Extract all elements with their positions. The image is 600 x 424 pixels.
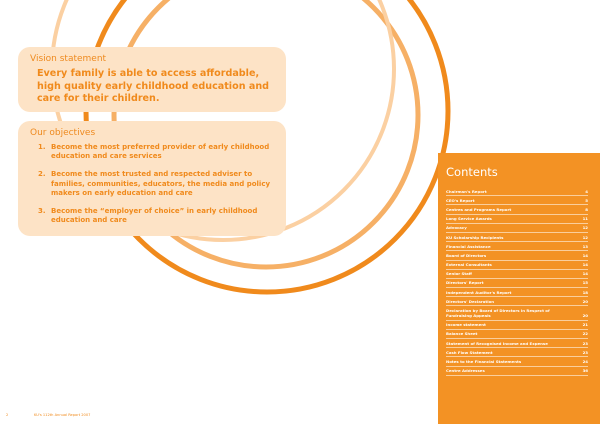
- page-number: 2: [6, 413, 9, 417]
- toc-entry-title: Statement of Recognised Income and Expense: [446, 340, 548, 346]
- toc-entry[interactable]: [446, 270, 588, 279]
- objective-text: Become the most preferred provider of early childhood education and care services: [51, 143, 270, 161]
- objective-text: Become the “employer of choice” in early childhood education and care: [51, 206, 258, 225]
- objectives-list: [38, 143, 283, 234]
- footer-text: KU's 112th Annual Report 2007: [34, 413, 91, 417]
- objective-number: 2.: [38, 170, 46, 179]
- toc-entry-page: 21: [582, 322, 588, 328]
- toc-entry-page: 22: [582, 331, 588, 337]
- toc-entry-page: 12: [582, 225, 588, 231]
- toc-entry-title: Directors' Declaration: [446, 298, 495, 304]
- objective-text: Become the most trusted and respected adviser to families, communities, educators, the media and policy makers on early education and care: [51, 170, 271, 198]
- toc-entry[interactable]: [446, 251, 588, 260]
- table-of-contents: [446, 187, 588, 376]
- toc-entry-page: 15: [582, 280, 588, 286]
- objective-number: 3.: [38, 206, 46, 215]
- objective-item: [38, 143, 283, 162]
- toc-entry-title: Income statement: [446, 322, 486, 328]
- toc-entry-title: Centres and Programs Report: [446, 206, 512, 212]
- vision-text: Every family is able to access affordable, high quality early childhood education and care for their children.: [37, 68, 270, 105]
- vision-statement-panel: [18, 47, 286, 112]
- toc-entry-page: 4: [585, 188, 588, 194]
- toc-entry-page: 23: [582, 340, 588, 346]
- toc-entry-page: 5: [585, 197, 588, 203]
- toc-entry-page: 8: [585, 206, 588, 212]
- toc-entry[interactable]: [446, 339, 588, 348]
- toc-entry-title: Cash Flow Statement: [446, 349, 493, 355]
- toc-entry-title: Notes to the Financial Statements: [446, 358, 522, 364]
- toc-entry[interactable]: [446, 348, 588, 357]
- toc-entry-page: 20: [582, 298, 588, 304]
- objectives-title: Our objectives: [30, 128, 96, 138]
- toc-entry-page: 36: [582, 368, 588, 374]
- objective-item: [38, 170, 283, 198]
- toc-entry[interactable]: [446, 187, 588, 196]
- toc-entry-title: Centre Addresses: [446, 368, 485, 374]
- toc-entry-title: KU Scholarship Recipients: [446, 234, 504, 240]
- toc-entry-title: Senior Staff: [446, 271, 472, 277]
- contents-panel: [438, 153, 600, 424]
- objective-item: [38, 207, 283, 226]
- toc-entry-title: Declaration by Board of Directors in Respect of Fundraising Appeals: [446, 308, 550, 319]
- toc-entry-page: 13: [582, 243, 588, 249]
- toc-entry-page: 14: [582, 252, 588, 258]
- toc-entry[interactable]: [446, 367, 588, 376]
- toc-entry-title: CEO's Report: [446, 197, 475, 203]
- toc-entry[interactable]: [446, 205, 588, 214]
- toc-entry[interactable]: [446, 215, 588, 224]
- vision-title: Vision statement: [30, 54, 107, 64]
- toc-entry-page: 14: [582, 271, 588, 277]
- toc-entry-title: Balance Sheet: [446, 331, 478, 337]
- toc-entry-page: 23: [582, 349, 588, 355]
- toc-entry-title: Chairman's Report: [446, 188, 487, 194]
- toc-entry[interactable]: [446, 233, 588, 242]
- toc-entry[interactable]: [446, 242, 588, 251]
- toc-entry[interactable]: [446, 279, 588, 288]
- toc-entry[interactable]: [446, 306, 588, 320]
- toc-entry-title: External Consultants: [446, 262, 492, 268]
- toc-entry-title: Board of Directors: [446, 252, 487, 258]
- toc-entry-page: 12: [582, 234, 588, 240]
- toc-entry[interactable]: [446, 321, 588, 330]
- contents-title: Contents: [446, 165, 498, 179]
- toc-entry-page: 20: [582, 313, 588, 319]
- toc-entry-title: Long Service Awards: [446, 216, 492, 222]
- toc-entry[interactable]: [446, 261, 588, 270]
- toc-entry[interactable]: [446, 357, 588, 366]
- toc-entry-page: 14: [582, 262, 588, 268]
- toc-entry[interactable]: [446, 288, 588, 297]
- toc-entry-title: Financial Assistance: [446, 243, 491, 249]
- toc-entry-page: 18: [582, 289, 588, 295]
- toc-entry[interactable]: [446, 330, 588, 339]
- toc-entry-title: Independent Auditor's Report: [446, 289, 512, 295]
- toc-entry-title: Directors' Report: [446, 280, 484, 286]
- toc-entry-page: 24: [582, 358, 588, 364]
- toc-entry[interactable]: [446, 196, 588, 205]
- toc-entry[interactable]: [446, 297, 588, 306]
- toc-entry[interactable]: [446, 224, 588, 233]
- toc-entry-title: Advocacy: [446, 225, 467, 231]
- objectives-panel: [18, 121, 286, 236]
- objective-number: 1.: [38, 143, 46, 151]
- toc-entry-page: 11: [582, 216, 588, 222]
